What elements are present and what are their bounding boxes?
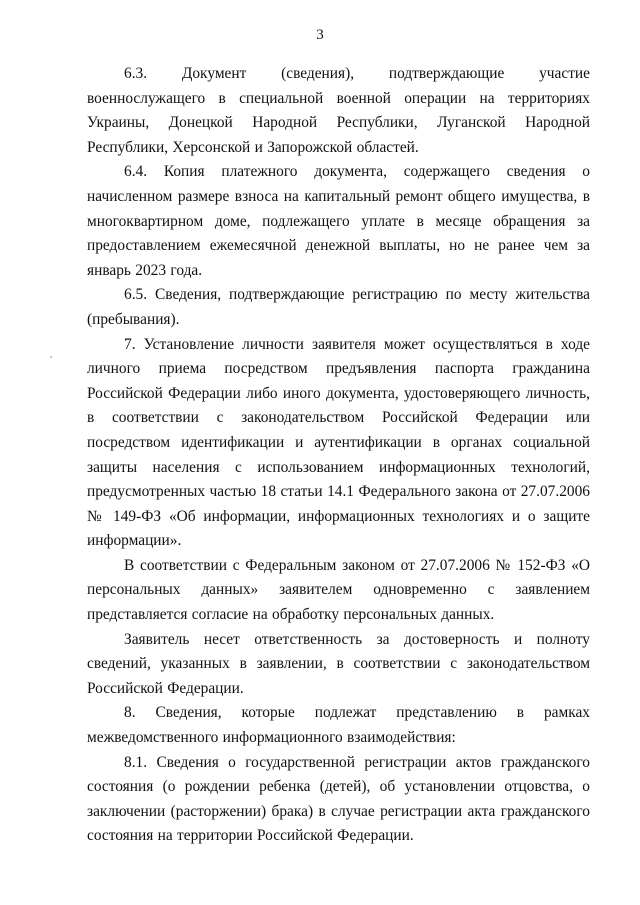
paragraph-6-4: 6.4. Копия платежного документа, содержащего сведения о начисленном размере взноса на капитальный ремонт общего имущества, в многоквартирном доме, подлежащего уплате в месяце обращения за предоставлением ежемесячной денежной выплаты, но не ранее чем за январь 2023 года. (87, 163, 590, 279)
paragraph-7: 7. Установление личности заявителя может осуществляться в ходе личного приема посредством предъявления паспорта гражданина Российской Федерации либо иного документа, удостоверяющего личность, в соответствии с законодательством Российской Федерации или посредством идентификации и аутентификации в органах социальной защиты населения с использованием информационных технологий, предусмотренных частью 18 статьи 14.1 Федерального закона от 27.07.2006 № 149-ФЗ «Об информации, информационных технологиях и о защите информации». (87, 335, 590, 550)
page-number: 3 (316, 27, 324, 43)
document-body (87, 62, 590, 849)
paragraph-6-3: 6.3. Документ (сведения), подтверждающие участие военнослужащего в специальной военной операции на территориях Украины, Донецкой Народной Республики, Луганской Народной Республики, Херсонской и Запорожской областей. (87, 65, 590, 156)
paragraph-responsibility: Заявитель несет ответственность за достоверность и полноту сведений, указанных в заявлении, в соответствии с законодательством Российской Федерации. (87, 630, 590, 697)
paragraph-8: 8. Сведения, которые подлежат представлению в рамках межведомственного информационного взаимодействия: (87, 704, 590, 747)
scan-artifact (50, 356, 52, 358)
paragraph-6-5: 6.5. Сведения, подтверждающие регистрацию по месту жительства (пребывания). (87, 286, 590, 328)
paragraph-consent: В соответствии с Федеральным законом от 27.07.2006 № 152-ФЗ «О персональных данных» заявителем одновременно с заявлением представляется согласие на обработку персональных данных. (87, 556, 590, 624)
paragraph-8-1: 8.1. Сведения о государственной регистрации актов гражданского состояния (о рождении ребенка (детей), об установлении отцовства, о заключении (расторжении) брака) в случае регистрации акта гражданского состояния на территории Российской Федерации. (87, 753, 590, 845)
